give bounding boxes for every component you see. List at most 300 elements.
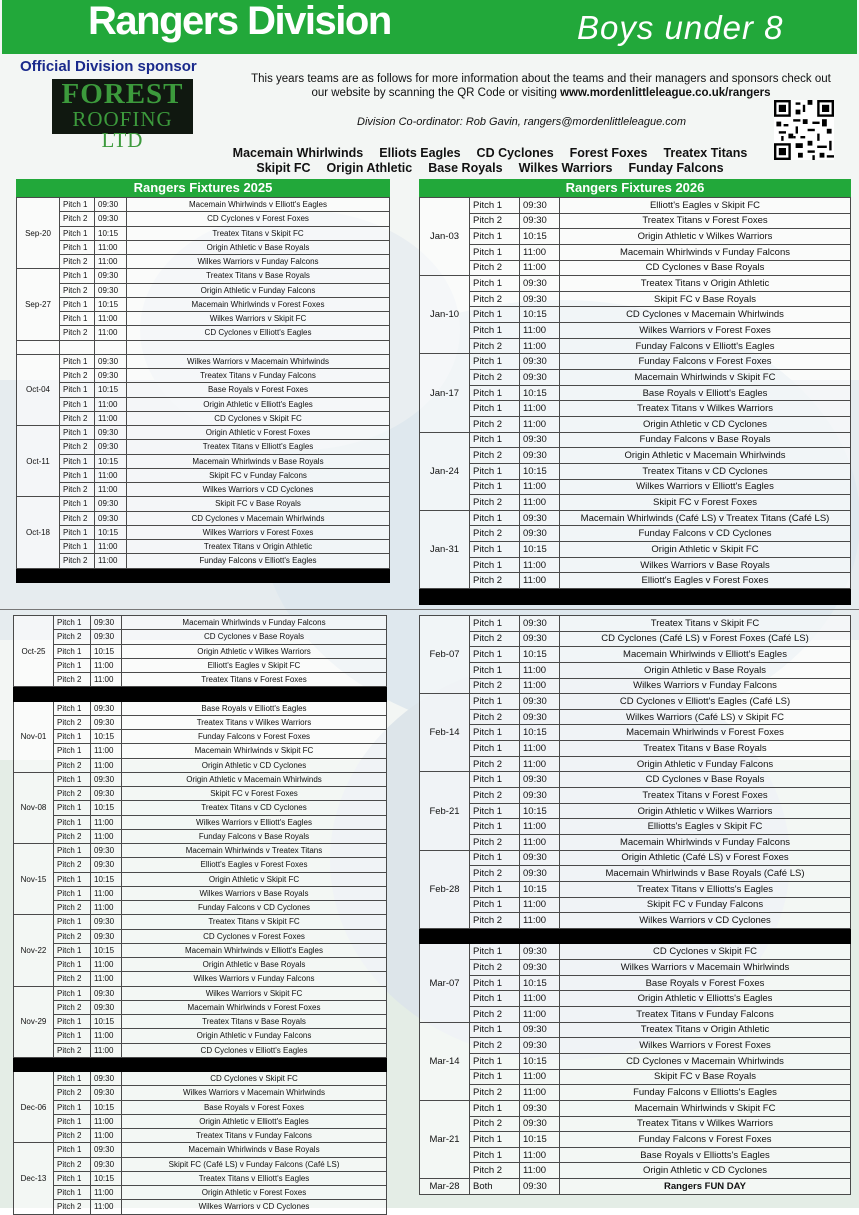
pitch-cell: Pitch 2 xyxy=(54,929,91,943)
time-cell: 09:30 xyxy=(91,787,122,801)
match-cell: Origin Athletic v Forest Foxes xyxy=(127,426,390,440)
match-cell: Treatex Titans v Base Royals xyxy=(122,1015,387,1029)
team-name: Wilkes Warriors xyxy=(518,161,613,175)
match-cell: Treatex Titans v Base Royals xyxy=(560,741,851,757)
time-cell: 09:30 xyxy=(520,631,560,647)
time-cell: 11:00 xyxy=(91,901,122,915)
time-cell: 09:30 xyxy=(520,944,560,960)
match-cell: Treatex Titans v Skipit FC xyxy=(122,915,387,929)
fixture-date: Nov-29 xyxy=(14,986,54,1057)
pitch-cell: Pitch 1 xyxy=(470,1132,520,1148)
match-cell: CD Cyclones v Macemain Whirlwinds xyxy=(560,1053,851,1069)
time-cell: 09:30 xyxy=(520,1038,560,1054)
fixture-row xyxy=(17,369,390,383)
match-cell: Treatex Titans v Skipit FC xyxy=(127,226,390,240)
age-group-title: Boys under 8 xyxy=(577,9,784,46)
match-cell: CD Cyclones (Café LS) v Forest Foxes (Café LS) xyxy=(560,631,851,647)
fixture-row xyxy=(420,1100,851,1116)
time-cell: 09:30 xyxy=(520,788,560,804)
pitch-cell: Pitch 1 xyxy=(54,658,91,672)
match-cell: Treatex Titans v Elliott's Eagles xyxy=(127,440,390,454)
fixture-row xyxy=(420,897,851,913)
separator-cell xyxy=(95,568,127,582)
match-cell: Treatex Titans v CD Cyclones xyxy=(560,463,851,479)
fixture-date: Jan-10 xyxy=(420,276,470,354)
fixture-row xyxy=(14,1129,387,1143)
match-cell: Funday Falcons v Elliott's Eagles xyxy=(560,338,851,354)
pitch-cell: Pitch 1 xyxy=(470,198,520,214)
pitch-cell: Pitch 2 xyxy=(60,483,95,497)
pitch-cell: Pitch 1 xyxy=(470,1100,520,1116)
sponsor-label: Official Division sponsor xyxy=(20,58,197,75)
pitch-cell: Pitch 1 xyxy=(54,915,91,929)
fixture-row xyxy=(420,678,851,694)
pitch-cell: Pitch 1 xyxy=(470,819,520,835)
pitch-cell: Pitch 1 xyxy=(54,730,91,744)
fixture-row xyxy=(420,526,851,542)
title-banner xyxy=(2,0,857,54)
match-cell: Skipit FC v Base Royals xyxy=(127,497,390,511)
match-cell: Wilkes Warriors v Elliott's Eagles xyxy=(122,815,387,829)
match-cell: Origin Athletic v Forest Foxes xyxy=(122,1186,387,1200)
team-name: Treatex Titans xyxy=(663,146,748,160)
time-cell: 11:00 xyxy=(95,483,127,497)
match-cell: Skipit FC v Base Royals xyxy=(560,291,851,307)
separator-cell xyxy=(420,589,470,605)
fixture-row xyxy=(17,383,390,397)
match-cell: Origin Athletic v CD Cyclones xyxy=(560,1163,851,1179)
pitch-cell: Pitch 1 xyxy=(470,307,520,323)
team-name: Funday Falcons xyxy=(628,161,724,175)
fixture-row xyxy=(420,276,851,292)
pitch-cell: Pitch 2 xyxy=(54,1000,91,1014)
match-cell: Macemain Whirlwinds v Base Royals (Café LS) xyxy=(560,866,851,882)
match-cell: Elliott's Eagles v Forest Foxes xyxy=(560,573,851,589)
pitch-cell: Pitch 1 xyxy=(470,741,520,757)
time-cell: 10:15 xyxy=(520,307,560,323)
separator-cell xyxy=(17,568,60,582)
intro-text xyxy=(228,72,854,100)
pitch-cell: Pitch 2 xyxy=(470,756,520,772)
separator-cell xyxy=(60,568,95,582)
time-cell: 10:15 xyxy=(520,1132,560,1148)
pitch-cell: Pitch 1 xyxy=(54,1114,91,1128)
fixture-row xyxy=(14,1043,387,1057)
fixture-row xyxy=(420,338,851,354)
pitch-cell: Pitch 1 xyxy=(54,701,91,715)
time-cell: 11:00 xyxy=(520,573,560,589)
time-cell: 09:30 xyxy=(520,510,560,526)
pitch-cell: Pitch 1 xyxy=(54,815,91,829)
fixture-date: Dec-06 xyxy=(14,1072,54,1143)
pitch-cell: Pitch 1 xyxy=(470,542,520,558)
time-cell: 09:30 xyxy=(91,1000,122,1014)
fixture-row xyxy=(420,881,851,897)
fixture-row xyxy=(14,958,387,972)
time-cell: 10:15 xyxy=(91,1171,122,1185)
match-cell: Macemain Whirlwinds v Funday Falcons xyxy=(560,244,851,260)
fixture-row xyxy=(17,397,390,411)
match-cell: Macemain Whirlwinds v Skipit FC xyxy=(560,1100,851,1116)
fixture-row xyxy=(420,244,851,260)
match-cell: Treatex Titans v Origin Athletic xyxy=(560,1022,851,1038)
fixture-date: Nov-15 xyxy=(14,844,54,915)
pitch-cell: Pitch 2 xyxy=(54,758,91,772)
match-cell: Origin Athletic v Elliotts's Eagles xyxy=(560,991,851,1007)
fixture-row xyxy=(17,326,390,340)
fixture-row xyxy=(17,468,390,482)
match-cell: Macemain Whirlwinds v Elliott's Eagles xyxy=(560,647,851,663)
fixture-date: Nov-08 xyxy=(14,772,54,843)
match-cell: Wilkes Warriors v CD Cyclones xyxy=(122,1200,387,1214)
fixture-row xyxy=(14,616,387,630)
match-cell: CD Cyclones v Elliott's Eagles xyxy=(127,326,390,340)
time-cell: 11:00 xyxy=(95,554,127,568)
match-cell: Wilkes Warriors v Funday Falcons xyxy=(122,972,387,986)
time-cell: 11:00 xyxy=(520,338,560,354)
match-cell: CD Cyclones v Base Royals xyxy=(560,260,851,276)
pitch-cell: Pitch 1 xyxy=(470,616,520,632)
time-cell: 11:00 xyxy=(520,401,560,417)
time-cell: 10:15 xyxy=(95,226,127,240)
match-cell: Origin Athletic v Funday Falcons xyxy=(127,283,390,297)
fixture-row xyxy=(420,1163,851,1179)
time-cell: 10:15 xyxy=(95,454,127,468)
fixture-row xyxy=(420,725,851,741)
pitch-cell: Pitch 1 xyxy=(54,772,91,786)
fixture-row xyxy=(420,557,851,573)
pitch-cell: Pitch 2 xyxy=(54,1086,91,1100)
pitch-cell: Pitch 2 xyxy=(470,213,520,229)
fixture-row xyxy=(14,915,387,929)
pitch-cell: Pitch 1 xyxy=(470,694,520,710)
time-cell: 10:15 xyxy=(520,385,560,401)
pitch-cell: Pitch 1 xyxy=(60,383,95,397)
time-cell: 09:30 xyxy=(520,772,560,788)
fixture-row xyxy=(14,772,387,786)
fixture-row xyxy=(420,1179,851,1195)
separator-row xyxy=(14,1057,387,1071)
time-cell: 09:30 xyxy=(91,616,122,630)
pitch-cell: Pitch 1 xyxy=(54,744,91,758)
fixtures-2026-table-bottom xyxy=(419,615,851,1195)
fixture-date: Feb-14 xyxy=(420,694,470,772)
fixture-date: Dec-13 xyxy=(14,1143,54,1214)
fixture-row xyxy=(17,454,390,468)
time-cell: 11:00 xyxy=(95,326,127,340)
match-cell: Treatex Titans v Elliott's Eagles xyxy=(122,1171,387,1185)
pitch-cell: Pitch 2 xyxy=(54,630,91,644)
fixture-date: Jan-24 xyxy=(420,432,470,510)
time-cell: 10:15 xyxy=(520,881,560,897)
fixture-row xyxy=(420,1085,851,1101)
fixture-row xyxy=(420,432,851,448)
fixture-row xyxy=(14,1000,387,1014)
time-cell: 09:30 xyxy=(520,370,560,386)
match-cell: Macemain Whirlwinds v Elliott's Eagles xyxy=(122,943,387,957)
time-cell: 11:00 xyxy=(95,411,127,425)
fixture-row xyxy=(420,803,851,819)
time-cell: 09:30 xyxy=(520,198,560,214)
separator-cell xyxy=(470,589,520,605)
pitch-cell: Pitch 2 xyxy=(60,511,95,525)
time-cell: 11:00 xyxy=(520,323,560,339)
fixtures-2025-title: Rangers Fixtures 2025 xyxy=(16,179,390,197)
pitch-cell: Pitch 1 xyxy=(54,1100,91,1114)
time-cell: 09:30 xyxy=(95,212,127,226)
fixture-date: Oct-04 xyxy=(17,354,60,425)
pitch-cell: Pitch 2 xyxy=(54,1129,91,1143)
time-cell: 09:30 xyxy=(520,1100,560,1116)
separator-row xyxy=(420,589,851,605)
match-cell: Macemain Whirlwinds v Funday Falcons xyxy=(560,834,851,850)
fixture-row xyxy=(14,644,387,658)
page-divider xyxy=(0,609,859,610)
match-cell: Origin Athletic v Funday Falcons xyxy=(122,1029,387,1043)
time-cell: 10:15 xyxy=(520,463,560,479)
pitch-cell: Pitch 2 xyxy=(470,788,520,804)
time-cell: 11:00 xyxy=(520,741,560,757)
match-cell: Origin Athletic v Wilkes Warriors xyxy=(560,229,851,245)
match-cell: Base Royals v Elliott's Eagles xyxy=(560,385,851,401)
fixture-row xyxy=(14,787,387,801)
pitch-cell: Pitch 1 xyxy=(470,229,520,245)
blank-cell xyxy=(17,340,60,354)
fixture-row xyxy=(14,1200,387,1214)
fixture-row xyxy=(17,426,390,440)
match-cell: Origin Athletic v Skipit FC xyxy=(122,872,387,886)
time-cell: 10:15 xyxy=(95,383,127,397)
pitch-cell: Pitch 2 xyxy=(54,1200,91,1214)
match-cell: Macemain Whirlwinds (Café LS) v Treatex Titans (Café LS) xyxy=(560,510,851,526)
pitch-cell: Pitch 1 xyxy=(470,850,520,866)
fixture-row xyxy=(420,1038,851,1054)
time-cell: 11:00 xyxy=(91,1043,122,1057)
match-cell: CD Cyclones v Elliott's Eagles (Café LS) xyxy=(560,694,851,710)
pitch-cell: Pitch 2 xyxy=(54,829,91,843)
separator-cell xyxy=(122,687,387,701)
match-cell: Wilkes Warriors v Forest Foxes xyxy=(560,1038,851,1054)
match-cell: Macemain Whirlwinds v Forest Foxes xyxy=(122,1000,387,1014)
pitch-cell: Pitch 1 xyxy=(470,1053,520,1069)
match-cell: Treatex Titans v Skipit FC xyxy=(560,616,851,632)
pitch-cell: Pitch 1 xyxy=(60,525,95,539)
team-name: Skipit FC xyxy=(256,161,311,175)
fixture-row xyxy=(420,1053,851,1069)
fixture-row xyxy=(420,495,851,511)
fixture-row xyxy=(14,858,387,872)
match-cell: Macemain Whirlwinds v Skipit FC xyxy=(560,370,851,386)
pitch-cell: Pitch 2 xyxy=(54,787,91,801)
match-cell: Origin Athletic v Skipit FC xyxy=(560,542,851,558)
match-cell: Treatex Titans v Forest Foxes xyxy=(560,788,851,804)
qr-code-icon[interactable] xyxy=(774,100,834,160)
fixture-date: Mar-07 xyxy=(420,944,470,1022)
fixture-row xyxy=(420,213,851,229)
match-cell: Skipit FC v Forest Foxes xyxy=(560,495,851,511)
time-cell: 11:00 xyxy=(520,1163,560,1179)
fixture-row xyxy=(420,913,851,929)
match-cell: Elliott's Eagles v Skipit FC xyxy=(560,198,851,214)
pitch-cell: Pitch 2 xyxy=(470,573,520,589)
fixture-date: Oct-18 xyxy=(17,497,60,568)
match-cell: Elliott's Eagles v Forest Foxes xyxy=(122,858,387,872)
pitch-cell: Pitch 1 xyxy=(470,385,520,401)
website-link[interactable]: www.mordenlittleleague.co.uk/rangers xyxy=(560,87,771,99)
pitch-cell: Pitch 1 xyxy=(54,1029,91,1043)
pitch-cell: Pitch 1 xyxy=(470,1069,520,1085)
intro-line-2 xyxy=(228,86,854,100)
fixture-date: Mar-28 xyxy=(420,1179,470,1195)
blank-row xyxy=(17,340,390,354)
fixture-row xyxy=(420,229,851,245)
fixture-row xyxy=(420,1022,851,1038)
pitch-cell: Pitch 2 xyxy=(54,901,91,915)
pitch-cell: Pitch 1 xyxy=(54,986,91,1000)
fixture-date: Jan-17 xyxy=(420,354,470,432)
match-cell: Origin Athletic v Base Royals xyxy=(560,662,851,678)
fixtures-2026-table-top xyxy=(419,197,851,605)
fixtures-2025-table-bottom xyxy=(13,615,387,1215)
pitch-cell: Pitch 2 xyxy=(470,1116,520,1132)
time-cell: 11:00 xyxy=(95,397,127,411)
pitch-cell: Pitch 2 xyxy=(470,526,520,542)
fixture-row xyxy=(420,975,851,991)
fixture-row xyxy=(17,540,390,554)
fixture-row xyxy=(420,1132,851,1148)
fixture-row xyxy=(420,291,851,307)
fixture-row xyxy=(420,463,851,479)
pitch-cell: Pitch 1 xyxy=(470,1022,520,1038)
match-cell: Base Royals v Forest Foxes xyxy=(122,1100,387,1114)
time-cell: 09:30 xyxy=(520,448,560,464)
fixture-row xyxy=(420,1069,851,1085)
time-cell: 10:15 xyxy=(91,801,122,815)
pitch-cell: Pitch 1 xyxy=(470,479,520,495)
pitch-cell: Pitch 1 xyxy=(54,1072,91,1086)
pitch-cell: Pitch 2 xyxy=(60,369,95,383)
time-cell: 09:30 xyxy=(95,198,127,212)
match-cell: CD Cyclones v Elliott's Eagles xyxy=(122,1043,387,1057)
match-cell: Origin Athletic v Wilkes Warriors xyxy=(122,644,387,658)
match-cell: CD Cyclones v Forest Foxes xyxy=(122,929,387,943)
match-cell: Skipit FC v Funday Falcons xyxy=(560,897,851,913)
match-cell: CD Cyclones v Base Royals xyxy=(122,630,387,644)
pitch-cell: Pitch 1 xyxy=(54,886,91,900)
time-cell: 11:00 xyxy=(520,495,560,511)
team-name: Elliots Eagles xyxy=(379,146,461,160)
time-cell: 09:30 xyxy=(91,1157,122,1171)
match-cell: Origin Athletic v CD Cyclones xyxy=(122,758,387,772)
match-cell: Treatex Titans v Funday Falcons xyxy=(560,1007,851,1023)
fixture-row xyxy=(420,370,851,386)
match-cell: Funday Falcons v Forest Foxes xyxy=(122,730,387,744)
fixture-row xyxy=(17,226,390,240)
match-cell: Wilkes Warriors v Base Royals xyxy=(560,557,851,573)
fixture-row xyxy=(14,929,387,943)
time-cell: 11:00 xyxy=(520,1069,560,1085)
time-cell: 11:00 xyxy=(520,1007,560,1023)
pitch-cell: Pitch 1 xyxy=(60,497,95,511)
time-cell: 09:30 xyxy=(520,354,560,370)
fixture-row xyxy=(14,972,387,986)
fixture-row xyxy=(420,479,851,495)
team-name: Forest Foxes xyxy=(569,146,648,160)
time-cell: 09:30 xyxy=(520,213,560,229)
time-cell: 10:15 xyxy=(91,1015,122,1029)
fixture-row xyxy=(17,255,390,269)
fixture-date: Feb-21 xyxy=(420,772,470,850)
fixture-row xyxy=(14,744,387,758)
time-cell: 10:15 xyxy=(95,297,127,311)
time-cell: 11:00 xyxy=(520,1085,560,1101)
match-cell: Base Royals v Elliotts's Eagles xyxy=(560,1147,851,1163)
time-cell: 11:00 xyxy=(520,662,560,678)
pitch-cell: Pitch 2 xyxy=(54,673,91,687)
pitch-cell: Pitch 2 xyxy=(470,338,520,354)
fixture-date: Nov-22 xyxy=(14,915,54,986)
fixture-row xyxy=(14,730,387,744)
time-cell: 11:00 xyxy=(91,958,122,972)
pitch-cell: Pitch 2 xyxy=(60,255,95,269)
fixture-row xyxy=(420,401,851,417)
time-cell: 11:00 xyxy=(95,312,127,326)
time-cell: 11:00 xyxy=(520,897,560,913)
time-cell: 11:00 xyxy=(520,260,560,276)
fixture-row xyxy=(14,1171,387,1185)
separator-cell xyxy=(420,928,470,944)
sponsor-logo xyxy=(52,78,193,152)
time-cell: 11:00 xyxy=(91,658,122,672)
match-cell: Wilkes Warriors v Base Royals xyxy=(122,886,387,900)
team-name: Macemain Whirlwinds xyxy=(232,146,364,160)
pitch-cell: Pitch 1 xyxy=(470,432,520,448)
fixture-date: Sep-20 xyxy=(17,198,60,269)
match-cell: Funday Falcons v Forest Foxes xyxy=(560,354,851,370)
separator-cell xyxy=(520,589,560,605)
match-cell: Elliotts's Eagles v Skipit FC xyxy=(560,819,851,835)
match-cell: Macemain Whirlwinds v Skipit FC xyxy=(122,744,387,758)
fixture-row xyxy=(17,483,390,497)
blank-cell xyxy=(95,340,127,354)
fixture-row xyxy=(420,647,851,663)
match-cell: Macemain Whirlwinds v Base Royals xyxy=(122,1143,387,1157)
pitch-cell: Pitch 1 xyxy=(60,269,95,283)
fixture-row xyxy=(420,788,851,804)
time-cell: 11:00 xyxy=(520,1147,560,1163)
time-cell: 11:00 xyxy=(91,1114,122,1128)
time-cell: 09:30 xyxy=(91,844,122,858)
pitch-cell: Pitch 1 xyxy=(470,725,520,741)
separator-cell xyxy=(54,687,91,701)
match-cell: Treatex Titans v Wilkes Warriors xyxy=(560,401,851,417)
intro-line-1: This years teams are as follows for more information about the teams and their managers and sponsors check out xyxy=(251,73,831,85)
pitch-cell: Pitch 2 xyxy=(470,370,520,386)
match-cell: Wilkes Warriors v Macemain Whirlwinds xyxy=(127,354,390,368)
match-cell: Treatex Titans v Wilkes Warriors xyxy=(560,1116,851,1132)
fixture-row xyxy=(420,573,851,589)
separator-cell xyxy=(470,928,520,944)
pitch-cell: Pitch 1 xyxy=(54,801,91,815)
time-cell: 09:30 xyxy=(95,497,127,511)
time-cell: 11:00 xyxy=(91,673,122,687)
fixture-row xyxy=(420,991,851,1007)
match-cell: Origin Athletic v CD Cyclones xyxy=(560,416,851,432)
time-cell: 11:00 xyxy=(91,972,122,986)
pitch-cell: Pitch 1 xyxy=(54,958,91,972)
match-cell: Origin Athletic v Macemain Whirlwinds xyxy=(122,772,387,786)
match-cell: Funday Falcons v CD Cyclones xyxy=(560,526,851,542)
